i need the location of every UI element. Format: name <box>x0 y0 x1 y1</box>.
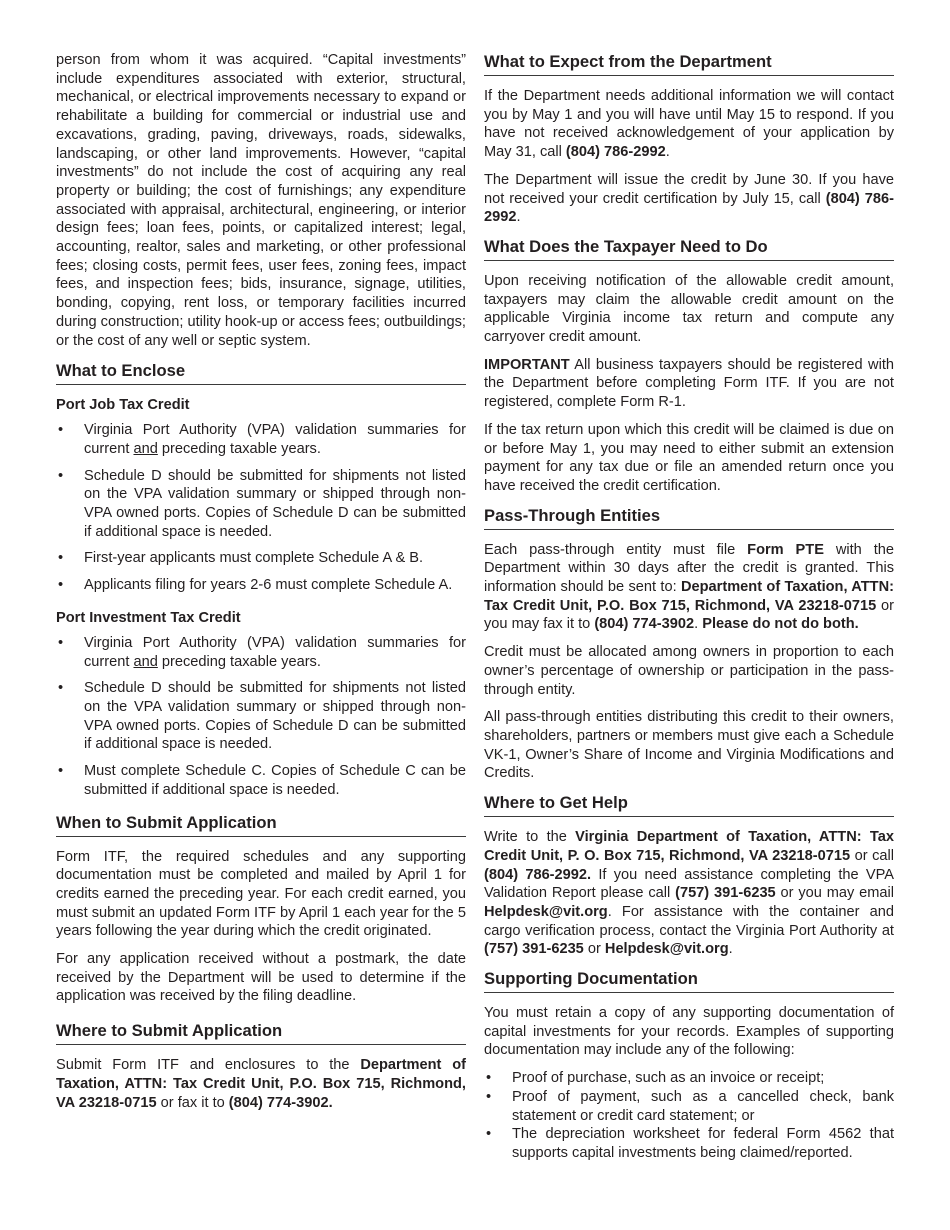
pass-through-section <box>484 505 894 783</box>
issue-credit-paragraph: The Department will issue the credit by June 30. If you have not received your credit certification by July 15, call (804) 786-2992. <box>484 171 894 226</box>
help-heading: Where to Get Help <box>484 792 894 817</box>
list-item: • Virginia Port Authority (VPA) validation summaries for current and preceding taxable years. <box>56 634 466 671</box>
pass-through-heading: Pass-Through Entities <box>484 505 894 530</box>
what-to-expect-heading: What to Expect from the Department <box>484 51 894 76</box>
what-to-enclose-heading: What to Enclose <box>56 360 466 385</box>
claim-credit-paragraph: Upon receiving notification of the allowable credit amount, taxpayers may claim the allowable credit amount on the applicable Virginia income tax return and compute any carryover credit amount. <box>484 272 894 346</box>
when-to-submit-section <box>56 812 466 1007</box>
contact-paragraph: If the Department needs additional information we will contact you by May 1 and you will have until May 15 to respond. If you have not received acknowledgement of your application by May 31, call (804) 786-2992. <box>484 88 894 161</box>
list-item: • Schedule D should be submitted for shipments not listed on the VPA validation summary or shipped through non-VPA owned ports. Copies of Schedule D can be submitted if additional space is needed. <box>56 679 466 754</box>
helpdesk-email: Helpdesk@vit.org <box>484 903 608 920</box>
form-pte-paragraph: Each pass-through entity must file Form PTE with the Department within 30 days after the credit is granted. This information should be sent to: Department of Taxation, ATTN: Tax Credit Unit, P.O. Box 715, Richmond, VA 23218-0715 or you may fax it to (804) 774-3902. Please do not do both. <box>484 541 895 633</box>
list-item: • Must complete Schedule C. Copies of Schedule C can be submitted if additional space is needed. <box>56 762 466 799</box>
important-paragraph: IMPORTANT All business taxpayers should be registered with the Department before completing Form ITF. If you are not registered, complete Form R-1. <box>484 356 894 411</box>
capital-investments-paragraph: person from whom it was acquired. “Capital investments” include expenditures associated with exterior, structural, mechanical, or electrical improvements necessary to expand or rehabilitate a building for commercial or industrial use and excavations, grading, paving, driveways, roads, sidewalks, landscaping, or other land improvements. However, “capital investments” do not include the cost of acquiring any real property or building; the cost of furnishings; any expenditure associated with appraisal, architectural, engineering, or interior design fees; loan fees, points, or capitalized interest; legal, accounting, realtor, sales and marketing, or other professional fees; closing costs, permit fees, user fees, zoning fees, impact fees, and inspection fees; bids, insurance, signage, utilities, bonding, copying, rent loss, or temporary facilities incurred during construction; utility hook-up or access fees; outbuildings; or the cost of any well or septic system. <box>56 52 466 349</box>
list-item: • Proof of purchase, such as an invoice or receipt; <box>484 1069 894 1088</box>
supporting-documents-list <box>484 1069 894 1163</box>
left-column <box>56 51 466 1121</box>
what-to-enclose-section <box>56 360 466 799</box>
where-to-submit-heading: Where to Submit Application <box>56 1020 466 1045</box>
taxpayer-heading: What Does the Taxpayer Need to Do <box>484 236 894 261</box>
submission-address-paragraph: Submit Form ITF and enclosures to the Department of Taxation, ATTN: Tax Credit Unit, P.O. Box 715, Richmond, VA 23218-0715 or fax it to (804) 774-3902. <box>56 1057 466 1111</box>
what-to-expect-section <box>484 51 894 227</box>
vk1-paragraph: All pass-through entities distributing this credit to their owners, shareholders, partners or members must give each a Schedule VK-1, Owner’s Share of Income and Virginia Modifications and Credits. <box>484 709 894 782</box>
list-item: • Schedule D should be submitted for shipments not listed on the VPA validation summary or shipped through non-VPA owned ports. Copies of Schedule D can be submitted if additional space is needed. <box>56 467 466 542</box>
extension-paragraph: If the tax return upon which this credit will be claimed is due on or before May 1, you may need to either submit an extension payment for any tax due or file an amended return once you have received the credit certification. <box>484 421 894 494</box>
taxpayer-section <box>484 236 894 496</box>
port-investment-tax-credit-subheading: Port Investment Tax Credit <box>56 609 241 626</box>
port-job-tax-credit-subheading: Port Job Tax Credit <box>56 397 190 414</box>
submission-deadline-paragraph: Form ITF, the required schedules and any supporting documentation must be completed and mailed by April 1 for credits earned the preceding year. For each credit earned, you must submit an updated Form ITF by April 1 each year for the 5 years following the year during which the credit originated. <box>56 848 466 940</box>
supporting-documentation-section <box>484 968 894 1163</box>
list-item: • First-year applicants must complete Schedule A & B. <box>56 549 466 568</box>
port-job-enclose-list <box>56 421 466 595</box>
where-to-submit-section <box>56 1020 466 1112</box>
port-investment-enclose-list <box>56 634 466 800</box>
list-item: • Proof of payment, such as a cancelled check, bank statement or credit card statement; or <box>484 1088 894 1125</box>
retain-copy-paragraph: You must retain a copy of any supporting documentation of capital investments for your records. Examples of supporting documentation may include any of the following: <box>484 1005 894 1059</box>
help-paragraph: Write to the Virginia Department of Taxation, ATTN: Tax Credit Unit, P. O. Box 715, Richmond, VA 23218-0715 or call (804) 786-2992. If you need assistance completing the VPA Validation Report please call (757) 391-6235 or you may email Helpdesk@vit.org. For assistance with the container and cargo verification process, contact the Virginia Port Authority at (757) 391-6235 or Helpdesk@vit.org. <box>484 829 895 958</box>
help-section <box>484 792 894 959</box>
right-column <box>484 51 894 1172</box>
when-to-submit-heading: When to Submit Application <box>56 812 466 837</box>
list-item: • Virginia Port Authority (VPA) validation summaries for current and preceding taxable years. <box>56 421 466 458</box>
helpdesk-email: Helpdesk@vit.org <box>604 941 729 958</box>
list-item: • Applicants filing for years 2-6 must complete Schedule A. <box>56 576 466 595</box>
postmark-paragraph: For any application received without a postmark, the date received by the Department will be used to determine if the application was received by the filing deadline. <box>56 951 466 1005</box>
supporting-documentation-heading: Supporting Documentation <box>484 968 894 993</box>
allocation-paragraph: Credit must be allocated among owners in proportion to each owner’s percentage of ownership or participation in the pass-through entity. <box>484 644 894 698</box>
list-item: • The depreciation worksheet for federal Form 4562 that supports capital investments being claimed/reported. <box>484 1125 894 1162</box>
